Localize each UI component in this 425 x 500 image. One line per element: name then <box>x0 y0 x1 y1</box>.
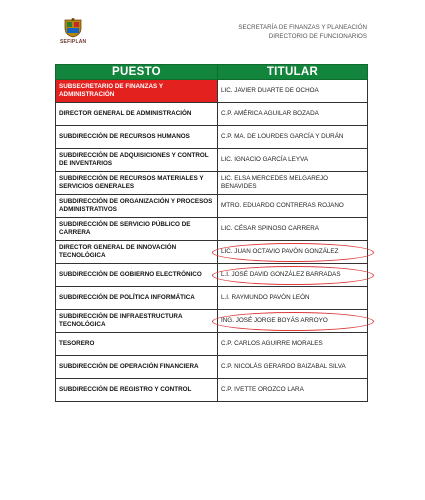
table-row <box>56 80 368 103</box>
puesto-cell: DIRECTOR GENERAL DE INNOVACIÓN TECNOLÓGICA <box>56 241 218 264</box>
puesto-cell: SUBDIRECCIÓN DE RECURSOS MATERIALES Y SERVICIOS GENERALES <box>56 172 218 195</box>
titular-cell: C.P. MA. DE LOURDES GARCÍA Y DURÁN <box>218 126 368 149</box>
titular-cell: C.P. CARLOS AGUIRRE MORALES <box>218 333 368 356</box>
titular-cell: LIC. JUAN OCTAVIO PAVÓN GONZÁLEZ <box>218 241 368 264</box>
titular-cell: C.P. NICOLÁS GERARDO BAIZABAL SILVA <box>218 356 368 379</box>
table-row <box>56 195 368 218</box>
table-row <box>56 333 368 356</box>
table-row <box>56 356 368 379</box>
titular-cell: MTRO. EDUARDO CONTRERAS ROJANO <box>218 195 368 218</box>
titular-cell: C.P. IVETTE OROZCO LARA <box>218 379 368 402</box>
titular-cell: ING. JOSÉ JORGE BOYÁS ARROYO <box>218 310 368 333</box>
table-row <box>56 287 368 310</box>
table-row <box>56 172 368 195</box>
puesto-cell: SUBDIRECCIÓN DE REGISTRO Y CONTROL <box>56 379 218 402</box>
directory-table <box>55 64 368 402</box>
table-row <box>56 379 368 402</box>
puesto-cell: SUBDIRECCIÓN DE ADQUISICIONES Y CONTROL DE INVENTARIOS <box>56 149 218 172</box>
org-name: SECRETARÍA DE FINANZAS Y PLANEACIÓN <box>238 24 367 31</box>
titular-cell: LIC. ELSA MERCEDES MELGAREJO BENAVIDES <box>218 172 368 195</box>
table-row <box>56 264 368 287</box>
column-header-puesto: PUESTO <box>56 65 218 80</box>
table-row <box>56 149 368 172</box>
puesto-cell: SUBDIRECCIÓN DE ORGANIZACIÓN Y PROCESOS ADMINISTRATIVOS <box>56 195 218 218</box>
table-row <box>56 241 368 264</box>
logo-text: SEFIPLAN <box>60 39 87 45</box>
puesto-cell: SUBSECRETARIO DE FINANZAS Y ADMINISTRACIÓN <box>56 80 218 103</box>
titular-cell: LIC. JAVIER DUARTE DE OCHOA <box>218 80 368 103</box>
column-header-titular: TITULAR <box>218 65 368 80</box>
titular-cell: L.I. JOSÉ DAVID GONZÁLEZ BARRADAS <box>218 264 368 287</box>
table-row <box>56 310 368 333</box>
titular-cell: L.I. RAYMUNDO PAVÓN LEÓN <box>218 287 368 310</box>
table-row <box>56 126 368 149</box>
puesto-cell: DIRECTOR GENERAL DE ADMINISTRACIÓN <box>56 103 218 126</box>
sefiplan-logo <box>60 18 86 45</box>
puesto-cell: SUBDIRECCIÓN DE OPERACIÓN FINANCIERA <box>56 356 218 379</box>
table-row <box>56 103 368 126</box>
puesto-cell: SUBDIRECCIÓN DE GOBIERNO ELECTRÓNICO <box>56 264 218 287</box>
titular-cell: C.P. AMÉRICA AGUILAR BOZADA <box>218 103 368 126</box>
titular-cell: LIC. IGNACIO GARCÍA LEYVA <box>218 149 368 172</box>
table-row <box>56 218 368 241</box>
puesto-cell: SUBDIRECCIÓN DE INFRAESTRUCTURA TECNOLÓGICA <box>56 310 218 333</box>
puesto-cell: TESORERO <box>56 333 218 356</box>
coat-of-arms-icon <box>62 18 84 38</box>
document-subtitle: DIRECTORIO DE FUNCIONARIOS <box>268 33 367 40</box>
puesto-cell: SUBDIRECCIÓN DE POLÍTICA INFORMÁTICA <box>56 287 218 310</box>
table-header-row <box>56 65 368 80</box>
titular-cell: LIC. CÉSAR SPINOSO CARRERA <box>218 218 368 241</box>
puesto-cell: SUBDIRECCIÓN DE SERVICIO PÚBLICO DE CARRERA <box>56 218 218 241</box>
puesto-cell: SUBDIRECCIÓN DE RECURSOS HUMANOS <box>56 126 218 149</box>
